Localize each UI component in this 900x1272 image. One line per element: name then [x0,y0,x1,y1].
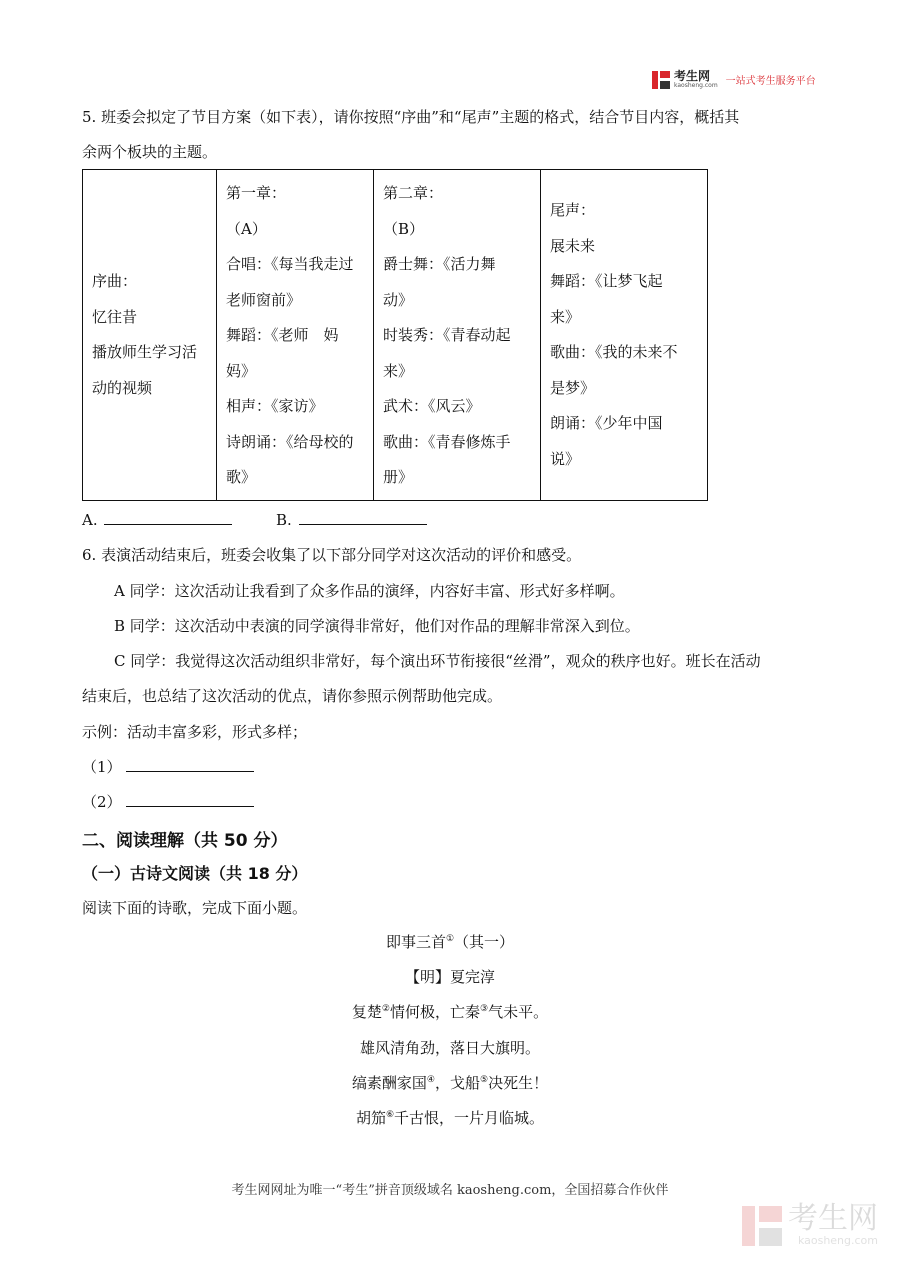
footnote-4: ④ [426,1075,435,1085]
q6-blank1-line[interactable] [126,757,254,772]
q5-text-line1: 5. 班委会拟定了节目方案（如下表），请你按照“序曲”和“尾声”主题的格式，结合节目内容，概括其 [82,108,740,126]
watermark [742,1201,878,1247]
q6-student-c-line1: C 同学：我觉得这次活动组织非常好，每个演出环节衔接很“丝滑”，观众的秩序也好。班长在活动 [114,652,761,670]
q6-student-b: B 同学：这次活动中表演的同学演得非常好，他们对作品的理解非常深入到位。 [114,617,640,635]
answer-b-row [276,510,427,530]
footnote-3: ③ [480,1004,489,1014]
answer-a-row [82,510,232,530]
watermark-name: 考生网 [788,1201,878,1236]
q6-blank2-row [82,792,254,812]
poem-line-3: 缟素酬家国④，戈船⑤决死生！ [351,1074,549,1092]
q6-student-a: A 同学：这次活动让我看到了众多作品的演绎，内容好丰富、形式好多样啊。 [114,582,625,600]
watermark-domain: kaosheng.com [797,1234,878,1247]
logo-icon [652,71,670,89]
table-cell-finale: 尾声： 展未来 舞蹈：《让梦飞起 来》 歌曲：《我的未来不 是梦》 朗诵：《少年中国 说》 [541,170,708,501]
watermark-logo-icon [742,1206,782,1246]
footnote-6: ⑥ [385,1110,395,1120]
logo-domain: kaosheng.com [674,82,718,89]
q6-intro: 6. 表演活动结束后，班委会收集了以下部分同学对这次活动的评价和感受。 [82,546,582,564]
poem-author: 【明】夏完淳 [404,968,495,986]
q5-text-line2: 余两个板块的主题。 [82,143,218,161]
answer-b-blank[interactable] [299,510,427,525]
q6-student-c-line2: 结束后，也总结了这次活动的优点，请你参照示例帮助他完成。 [82,687,503,705]
footnote-1: ① [445,934,455,944]
answer-a-blank[interactable] [104,510,232,525]
logo-slogan: 一站式考生服务平台 [725,76,816,87]
answer-a-label: A. [82,511,98,529]
poem-title: 即事三首①（其一） [385,933,515,951]
program-table [82,169,708,501]
footnote-2: ② [381,1004,390,1014]
table-cell-chapter1: 第一章： （A） 合唱：《每当我走过 老师窗前》 舞蹈：《老师 妈 妈》 相声：《家访》 诗朗诵：《给母校的 歌》 [217,170,374,501]
poem-line-2: 雄风清角劲，落日大旗明。 [359,1039,540,1057]
q6-blank2-label: （2） [82,793,122,811]
q6-blank2-line[interactable] [126,792,254,807]
poem-line-4: 胡笳⑥千古恨，一片月临城。 [355,1109,545,1127]
site-logo [652,70,816,89]
answer-b-label: B. [276,511,292,529]
table-cell-prelude: 序曲： 忆往昔 播放师生学习活 动的视频 [83,170,217,501]
q6-blank1-label: （1） [82,758,122,776]
q6-blank1-row [82,757,254,777]
poem-line-1: 复楚②情何极，亡秦③气未平。 [351,1003,549,1021]
table-cell-chapter2: 第二章： （B） 爵士舞：《活力舞 动》 时装秀：《青春动起 来》 武术：《风云》 歌曲：《青春修炼手 册》 [374,170,541,501]
q6-example: 示例：活动丰富多彩，形式多样； [82,723,308,741]
section2-instruction: 阅读下面的诗歌，完成下面小题。 [82,899,308,917]
footnote-5: ⑤ [480,1075,489,1085]
section2-subtitle: （一）古诗文阅读（共 18 分） [82,864,308,883]
page-footer: 考生网网址为唯一“考生”拼音顶级域名 kaosheng.com，全国招募合作伙伴 [231,1183,669,1198]
section2-title: 二、阅读理解（共 50 分） [82,831,288,851]
logo-name: 考生网 [674,69,711,83]
